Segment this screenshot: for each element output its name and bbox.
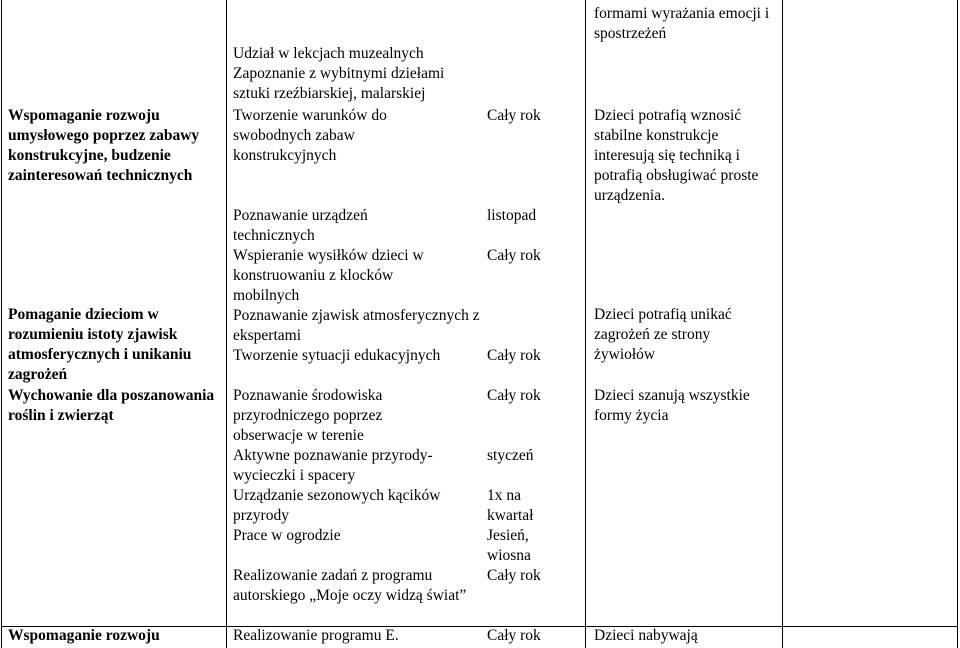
activity-nature-corners: Urządzanie sezonowych kącików przyrody <box>233 487 441 524</box>
term: 1x na kwartał <box>487 487 534 524</box>
goal-respect-for-nature: Wychowanie dla poszanowania roślin i zwierząt <box>8 387 215 424</box>
goal-weather-phenomena: Pomaganie dzieciom w rozumieniu istoty zjawisk atmosferycznych i unikaniu zagrożeń <box>8 306 192 383</box>
outcome-respect-life: Dzieci szanują wszystkie formy życia <box>594 387 750 424</box>
term: styczeń <box>487 447 534 464</box>
activity-technical-devices: Poznawanie urządzeń technicznych <box>233 207 368 244</box>
activity-weather-experts: Poznawanie zjawisk atmosferycznych z ekspertami <box>233 307 480 344</box>
activity-gardening: Prace w ogrodzie <box>233 527 341 544</box>
term: Cały rok <box>487 107 541 124</box>
goal-development: Wspomaganie rozwoju <box>8 627 160 644</box>
term: Cały rok <box>487 387 541 404</box>
activity-art-works: Zapoznanie z wybitnymi dziełami sztuki rzeźbiarskiej, malarskiej <box>233 65 445 102</box>
activity-program-e: Realizowanie programu E. <box>233 627 399 644</box>
outcome-acquire: Dzieci nabywają <box>594 627 698 644</box>
term: Cały rok <box>487 567 541 584</box>
table-left-border <box>1 0 2 648</box>
term: Cały rok <box>487 247 541 264</box>
table-right-border <box>957 0 958 648</box>
term: listopad <box>487 207 537 224</box>
column-divider-terms <box>585 0 586 648</box>
activity-museum-lessons: Udział w lekcjach muzealnych <box>233 45 424 62</box>
activity-construction-play: Tworzenie warunków do swobodnych zabaw konstrukcyjnych <box>233 107 387 164</box>
term: Jesień, wiosna <box>487 527 531 564</box>
term: Cały rok <box>487 627 541 644</box>
column-divider-outcomes <box>782 0 783 648</box>
outcome-avoid-dangers: Dzieci potrafią unikać zagrożeń ze strony żywiołów <box>594 306 732 363</box>
goal-cognitive-development: Wspomaganie rozwoju umysłowego poprzez zabawy konstrukcyjne, budzenie zainteresowań technicznych <box>8 107 200 184</box>
activity-trips-walks: Aktywne poznawanie przyrody- wycieczki i spacery <box>233 447 433 484</box>
term: Cały rok <box>487 347 541 364</box>
column-divider-goals <box>226 0 227 648</box>
activity-author-program: Realizowanie zadań z programu autorskiego „Moje oczy widzą świat” <box>233 567 467 604</box>
outcome-constructions: Dzieci potrafią wznosić stabilne konstrukcje interesują się techniką i potrafią obsługiwać proste urządzenia. <box>594 107 759 204</box>
activity-field-observation: Poznawanie środowiska przyrodniczego poprzez obserwacje w terenie <box>233 387 383 444</box>
activity-mobile-blocks: Wspieranie wysiłków dzieci w konstruowaniu z klocków mobilnych <box>233 247 424 304</box>
outcome-emotions: formami wyrażania emocji i spostrzeżeń <box>594 5 770 42</box>
activity-educational-situations: Tworzenie sytuacji edukacyjnych <box>233 347 441 364</box>
